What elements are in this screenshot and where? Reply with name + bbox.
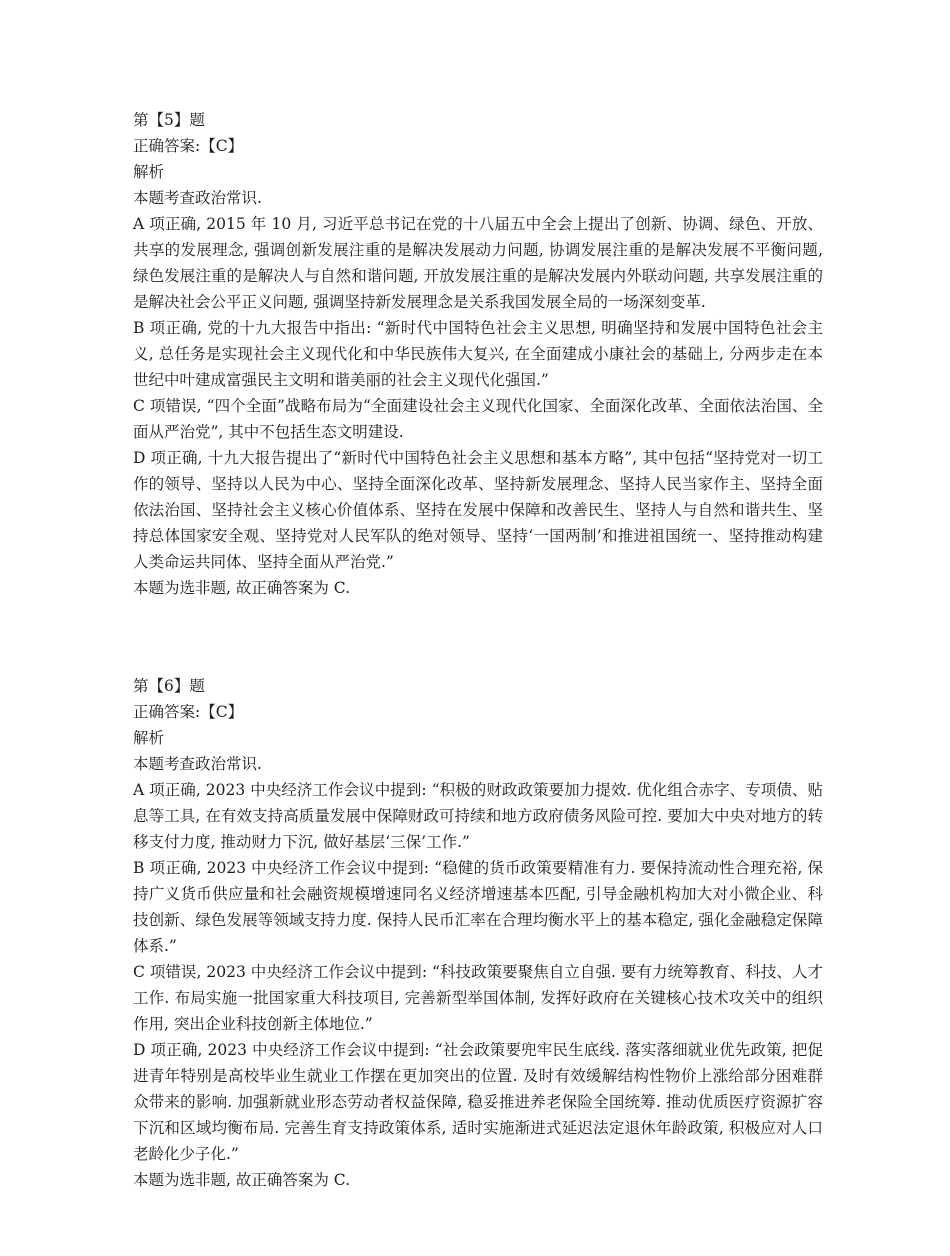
option-d-explanation: D 项正确, 十九大报告提出了“新时代中国特色社会主义思想和基本方略”, 其中包括“坚持党对一切工作的领导、坚持以人民为中心、坚持全面深化改革、坚持新发展理念、坚持人民当家作主、坚持全面依法治国、坚持社会主义核心价值体系、坚持在发展中保障和改善民生、坚持人与自然和谐共生、坚持总体国家安全观、坚持党对人民军队的绝对领导、坚持‘一国两制’和推进祖国统一、坚持推动构建人类命运共同体、坚持全面从严治党.”	[133, 449, 823, 571]
option-b-explanation: B 项正确, 党的十九大报告中指出: “新时代中国特色社会主义思想, 明确坚持和发展中国特色社会主义, 总任务是实现社会主义现代化和中华民族伟大复兴, 在全面建成小康社会的基础上, 分两步走在本世纪中叶建成富强民主文明和谐美丽的社会主义现代化强国.”	[133, 319, 823, 389]
analysis-intro: 本题考查政治常识.	[133, 755, 262, 773]
analysis-label: 解析	[133, 163, 165, 181]
analysis-label: 解析	[133, 729, 165, 747]
option-d-explanation: D 项正确, 2023 中央经济工作会议中提到: “社会政策要兜牢民生底线. 落实落细就业优先政策, 把促进青年特别是高校毕业生就业工作摆在更加突出的位置. 及时有效缓解结构性物价上涨给部分困难群众带来的影响. 加强新就业形态劳动者权益保障, 稳妥推进养老保险全国统筹. 推动优质医疗资源扩容下沉和区域均衡布局. 完善生育支持政策体系, 适时实施渐进式延迟法定退休年龄政策, 积极应对人口老龄化少子化.”	[133, 1041, 823, 1163]
analysis-intro: 本题考查政治常识.	[133, 189, 262, 207]
question-title: 第【6】题	[133, 677, 205, 695]
question-6-block	[133, 673, 823, 1193]
question-5-block	[133, 107, 823, 601]
correct-answer: 正确答案:【C】	[133, 703, 244, 721]
option-b-explanation: B 项正确, 2023 中央经济工作会议中提到: “稳健的货币政策要精准有力. 要保持流动性合理充裕, 保持广义货币供应量和社会融资规模增速同名义经济增速基本匹配, 引导金融机构加大对小微企业、科技创新、绿色发展等领域支持力度. 保持人民币汇率在合理均衡水平上的基本稳定, 强化金融稳定保障体系.”	[133, 859, 823, 955]
correct-answer: 正确答案:【C】	[133, 137, 244, 155]
option-a-explanation: A 项正确, 2023 中央经济工作会议中提到: “积极的财政政策要加力提效. 优化组合赤字、专项债、贴息等工具, 在有效支持高质量发展中保障财政可持续和地方政府债务风险可控. 要加大中央对地方的转移支付力度, 推动财力下沉, 做好基层‘三保’工作.”	[133, 781, 823, 851]
option-c-explanation: C 项错误, “四个全面”战略布局为“全面建设社会主义现代化国家、全面深化改革、全面依法治国、全面从严治党”, 其中不包括生态文明建设.	[133, 397, 823, 441]
option-a-explanation: A 项正确, 2015 年 10 月, 习近平总书记在党的十八届五中全会上提出了创新、协调、绿色、开放、共享的发展理念, 强调创新发展注重的是解决发展动力问题, 协调发展注重的是解决发展不平衡问题, 绿色发展注重的是解决人与自然和谐问题, 开放发展注重的是解决发展内外联动问题, 共享发展注重的是解决社会公平正义问题, 强调坚持新发展理念是关系我国发展全局的一场深刻变革.	[133, 215, 823, 311]
option-c-explanation: C 项错误, 2023 中央经济工作会议中提到: “科技政策要聚焦自立自强. 要有力统筹教育、科技、人才工作. 布局实施一批国家重大科技项目, 完善新型举国体制, 发挥好政府在关键核心技术攻关中的组织作用, 突出企业科技创新主体地位.”	[133, 963, 823, 1033]
conclusion: 本题为选非题, 故正确答案为 C.	[133, 1171, 351, 1189]
conclusion: 本题为选非题, 故正确答案为 C.	[133, 579, 351, 597]
question-title: 第【5】题	[133, 111, 205, 129]
